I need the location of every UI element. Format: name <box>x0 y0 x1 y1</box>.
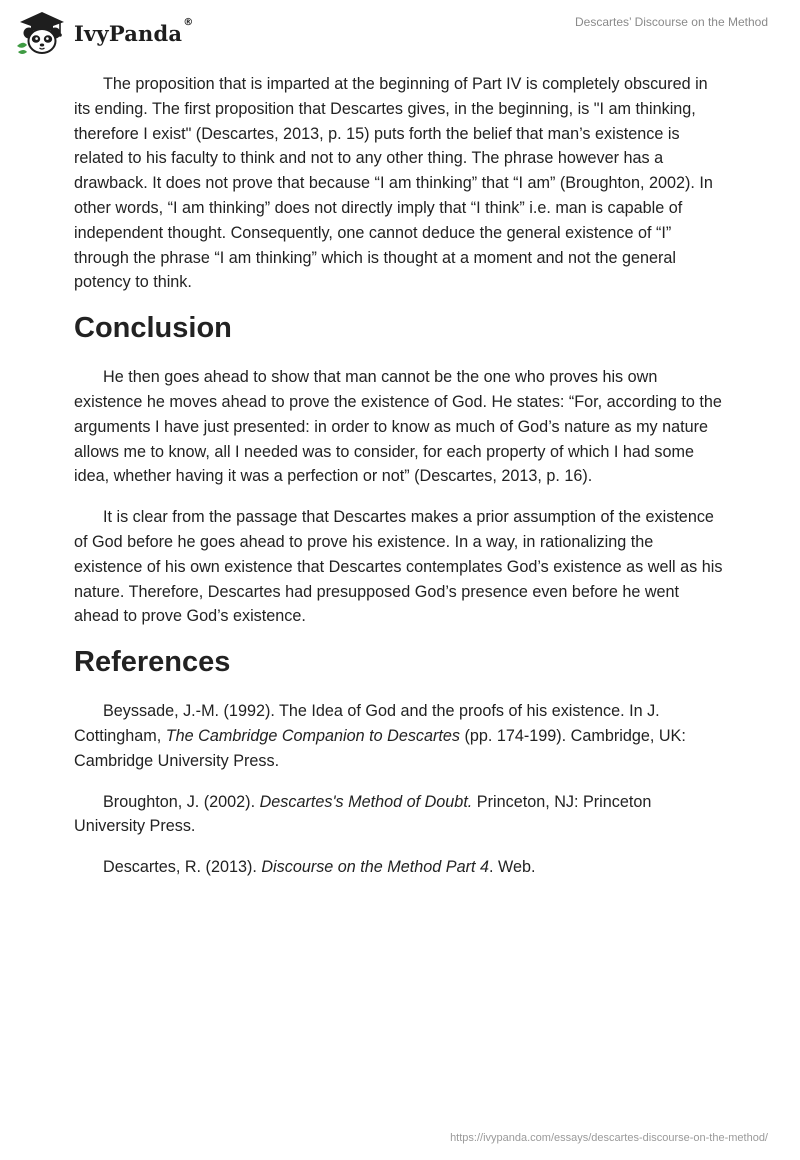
source-url[interactable]: https://ivypanda.com/essays/descartes-discourse-on-the-method/ <box>450 1132 768 1144</box>
registered-mark: ® <box>183 16 194 28</box>
brand-name: IvyPanda® <box>74 16 194 46</box>
references-heading: References <box>74 646 231 679</box>
essay-body <box>74 72 726 896</box>
body-paragraph: The proposition that is imparted at the beginning of Part IV is completely obscured in its ending. The first proposition that Descartes gives, in the beginning, is "I am thinking, therefore I exist" (Descartes, 2013, p. 15) puts forth the belief that man’s existence is related to his faculty to think and not to any other thing. The phrase however has a drawback. It does not prove that because “I am thinking” that “I am” (Broughton, 2002). In other words, “I am thinking” does not directly imply that “I think” i.e. man is capable of independent thought. Consequently, one cannot deduce the general existence of “I” through the phrase “I am thinking” which is thought at a moment and not the general potency to think. <box>74 75 713 292</box>
brand-logo[interactable] <box>14 8 193 56</box>
conclusion-heading: Conclusion <box>74 312 232 345</box>
reference-title: The Cambridge Companion to Descartes <box>165 726 460 745</box>
reference-title: Discourse on the Method Part 4 <box>261 858 489 877</box>
conclusion-paragraph-1: He then goes ahead to show that man cannot be the one who proves his own existence he moves ahead to prove the existence of God. He states: “For, according to the arguments I have just presented: in order to know as much of God’s nature as my nature allows me to know, all I needed was to consider, for each property of which I had some idea, whether having it was a perfection or not” (Descartes, 2013, p. 16). <box>74 368 722 486</box>
document-title: Descartes’ Discourse on the Method <box>575 15 768 29</box>
page-header <box>0 0 800 64</box>
references-list <box>74 699 726 880</box>
reference-entry: Broughton, J. (2002). Descartes's Method of Doubt. Princeton, NJ: Princeton University Press. <box>74 792 652 836</box>
reference-entry: Beyssade, J.-M. (1992). The Idea of God and the proofs of his existence. In J. Cottingham, The Cambridge Companion to Descartes (pp. 174-199). Cambridge, UK: Cambridge University Press. <box>74 702 686 770</box>
reference-entry: Descartes, R. (2013). Discourse on the Method Part 4. Web. <box>103 858 536 877</box>
conclusion-paragraph-2: It is clear from the passage that Descartes makes a prior assumption of the existence of God before he goes ahead to prove his existence. In a way, in rationalizing the existence of his own existence that Descartes contemplates God’s existence as well as his nature. Therefore, Descartes had presupposed God’s presence even before he went ahead to prove God’s existence. <box>74 508 723 626</box>
reference-title: Descartes's Method of Doubt. <box>259 792 473 811</box>
panda-graduate-icon <box>14 8 70 56</box>
